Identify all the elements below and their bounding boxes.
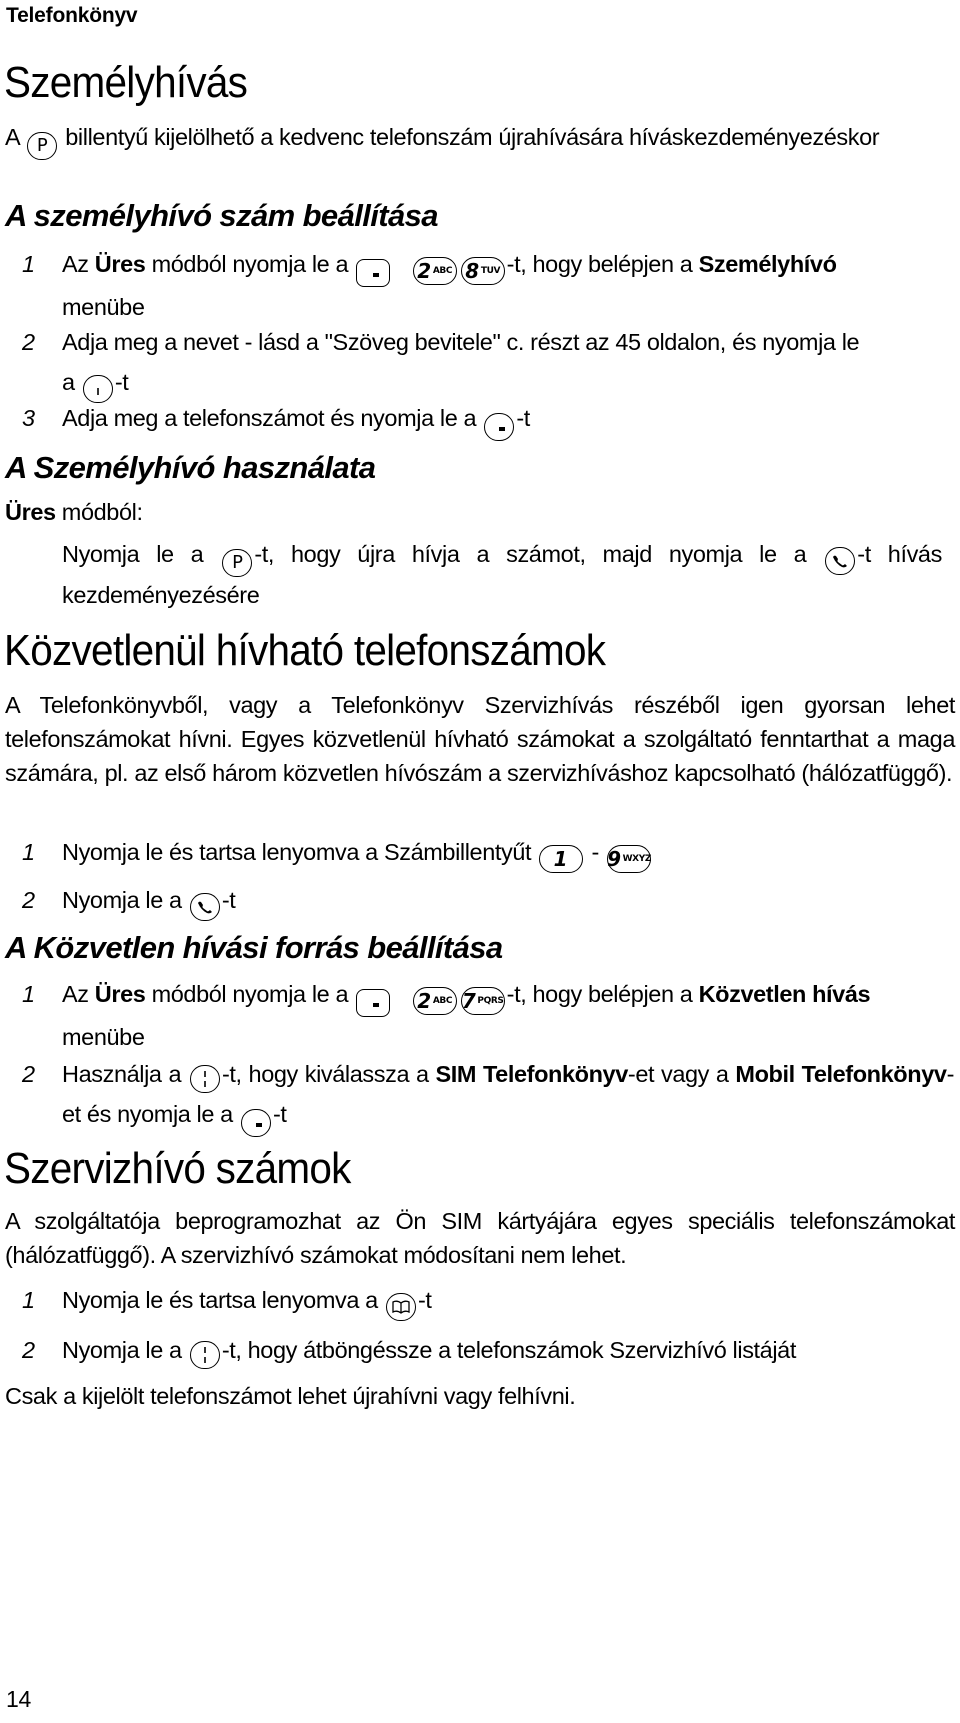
p-key-icon: P xyxy=(222,549,252,577)
running-header: Telefonkönyv xyxy=(6,4,138,27)
key-2-abc-icon: 2 ABC xyxy=(413,257,457,285)
section3-paragraph: A szolgáltatója beprogramozhat az Ön SIM kártyájára egyes speciális telefonszámokat (hálózatfüggő). A szervizhívó számokat módosítani nem lehet. xyxy=(5,1208,955,1268)
ok-key-icon xyxy=(241,1109,271,1137)
ok-glyph-icon xyxy=(249,1118,263,1128)
section1-intro: A P billentyű kijelölhető a kedvenc telefonszám újrahívására híváskezdeményezéskor xyxy=(5,120,955,160)
sub3-step-2: 2 Használja a -t, hogy kiválassza a SIM Telefonkönyv-et vagy a Mobil Telefonkönyv-et és nyomja le a -t xyxy=(22,1054,954,1137)
closing-note: Csak a kijelölt telefonszámot lehet újrahívni vagy felhívni. xyxy=(5,1383,576,1409)
phonebook-key-icon xyxy=(386,1293,416,1321)
nav-updown-glyph-icon xyxy=(200,1346,210,1364)
menu-glyph-icon xyxy=(366,268,380,278)
p-key-icon: P xyxy=(27,132,57,160)
ok-key-icon xyxy=(484,413,514,441)
sub1-step-2: 2 Adja meg a nevet - lásd a "Szöveg bevitele" c. részt az 45 oldalon, és nyomja le a -t xyxy=(22,322,954,403)
key-2-abc-icon: 2 ABC xyxy=(413,987,457,1015)
section-title-direct-numbers: Közvetlenül hívható telefonszámok xyxy=(4,626,606,675)
sub1-step-1: 1 Az Üres módból nyomja le a 2 ABC 8 TUV -t, hogy belépjen a Személyhívó menübe xyxy=(22,251,837,320)
page-number: 14 xyxy=(6,1686,31,1712)
handset-icon xyxy=(196,900,214,914)
call-key-icon xyxy=(825,547,855,575)
sub-direct-step-2: 2 Nyomja le a -t xyxy=(22,880,954,921)
nav-key-icon xyxy=(190,1341,220,1369)
section-title-szemelyhivas: Személyhívás xyxy=(4,58,248,107)
subsection-title-usage: A Személyhívó használata xyxy=(5,450,376,485)
sub-service-step-1: 1 Nyomja le és tartsa lenyomva a -t xyxy=(22,1280,954,1321)
nav-down-glyph-icon xyxy=(93,382,103,396)
nav-updown-glyph-icon xyxy=(200,1070,210,1088)
section-title-service-numbers: Szervizhívó számok xyxy=(4,1144,351,1193)
handset-icon xyxy=(831,554,849,568)
key-8-tuv-icon: 8 TUV xyxy=(461,257,505,285)
subsection-title-direct-source: A Közvetlen hívási forrás beállítása xyxy=(5,930,503,965)
key-9-wxyz-icon: 9 WXYZ xyxy=(607,847,651,871)
sub-service-step-2: 2 Nyomja le a -t, hogy átböngéssze a telefonszámok Szervizhívó listáját xyxy=(22,1330,954,1370)
key-7-pqrs-icon: 7 PQRS xyxy=(461,989,504,1013)
ok-glyph-icon xyxy=(492,422,506,432)
menu-key-icon xyxy=(356,989,390,1017)
menu-glyph-icon xyxy=(366,998,380,1008)
section2-paragraph: A Telefonkönyvből, vagy a Telefonkönyv Szervizhívás részéből igen gyorsan lehet telefonszámokat hívni. Egyes közvetlenül hívható számokat a szolgáltató fenntarthat a maga számára, pl. az első három közvetlen hívószám a szervizhíváshoz kapcsolható (hálózatfüggő). xyxy=(5,692,955,786)
sub2-mode-line: Üres módból: xyxy=(5,499,143,525)
sub-direct-step-1: 1 Nyomja le és tartsa lenyomva a Számbillentyűt 1 - 9 WXYZ xyxy=(22,839,651,871)
book-icon xyxy=(392,1300,410,1314)
subsection-title-setup: A személyhívó szám beállítása xyxy=(5,198,438,233)
nav-key-icon xyxy=(190,1065,220,1093)
sub1-step-3: 3 Adja meg a telefonszámot és nyomja le a -t xyxy=(22,398,954,441)
sub3-step-1: 1 Az Üres módból nyomja le a 2 ABC 7 PQRS -t, hogy belépjen a Közvetlen hívás menübe xyxy=(22,981,871,1050)
key-1-icon: 1 xyxy=(539,845,583,873)
menu-key-icon xyxy=(356,259,390,287)
sub2-instruction: Nyomja le a P -t, hogy újra hívja a számot, majd nyomja le a -t hívás kezdeményezésére xyxy=(62,541,942,608)
call-key-icon xyxy=(190,893,220,921)
